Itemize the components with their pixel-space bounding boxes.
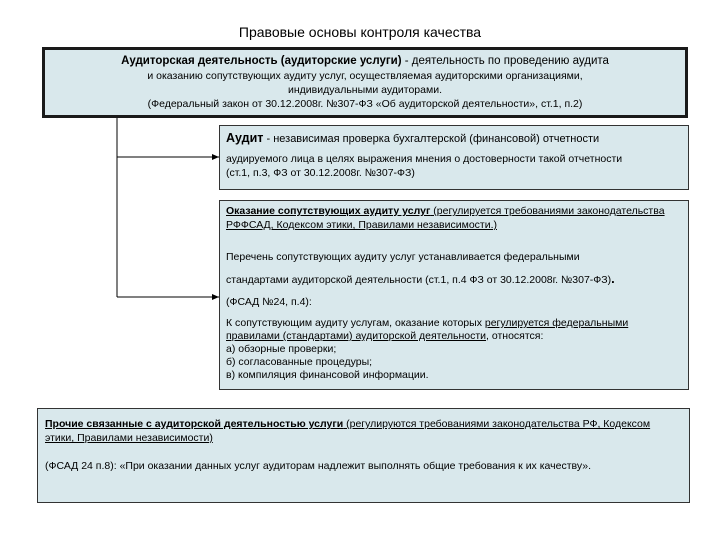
audit-activity-heading: Аудиторская деятельность (аудиторские услуги) — [121, 55, 402, 67]
other-services-heading: Прочие связанные с аудиторской деятельностью услуги — [45, 418, 344, 430]
services-list-line1: Перечень сопутствующих аудиту услуг устанавливается федеральными — [226, 251, 580, 263]
sub-rest: , относятся: — [486, 330, 544, 342]
list-item: а) обзорные проверки; — [226, 343, 337, 355]
list-item: в) компиляция финансовой информации. — [226, 369, 429, 381]
audit-activity-law-ref: (Федеральный закон от 30.12.2008г. №307-ФЗ «Об аудиторской деятельности», ст.1, п.2) — [147, 98, 583, 110]
related-services-heading: Оказание сопутствующих аудиту услуг — [226, 205, 431, 217]
services-list-line2: стандартами аудиторской деятельности (ст.1, п.4 ФЗ от 30.12.2008г. №307-ФЗ) — [226, 274, 612, 286]
audit-activity-line3: индивидуальными аудиторами. — [288, 84, 442, 96]
audit-activity-definition: - деятельность по проведению аудита — [401, 55, 609, 67]
audit-heading: Аудит — [226, 131, 264, 145]
other-services-box — [37, 408, 690, 503]
audit-activity-box — [42, 47, 688, 118]
arrow-to-related — [212, 294, 219, 300]
audit-activity-line2: и оказанию сопутствующих аудиту услуг, осуществляемая аудиторскими организациями, — [147, 70, 583, 82]
fsad-24-ref: (ФСАД №24, п.4): — [226, 296, 312, 308]
arrow-to-audit — [212, 154, 219, 160]
audit-law-ref: (ст.1, п.3, ФЗ от 30.12.2008г. №307-ФЗ) — [226, 167, 415, 179]
other-services-regulation: (регулируются требованиями законодательства РФ, Кодексом этики, Правилами независимости) — [45, 418, 651, 444]
audit-box — [219, 125, 689, 190]
sub-regulation: регулируется федеральными правилами (стандартами) аудиторской деятельности — [226, 317, 629, 342]
sub-intro: К сопутствующим аудиту услугам, оказание которых — [226, 317, 485, 329]
list-item: б) согласованные процедуры; — [226, 356, 373, 368]
page-title: Правовые основы контроля качества — [238, 24, 482, 40]
related-services-regulation: (регулируется требованиями законодательства РФФСАД, Кодексом этики, Правилами независимости.) — [226, 205, 665, 231]
audit-line2: аудируемого лица в целях выражения мнения о достоверности такой отчетности — [226, 153, 623, 165]
other-services-quote: (ФСАД 24 п.8): «При оказании данных услуг аудиторам надлежит выполнять общие требования к их качеству». — [45, 460, 591, 472]
related-services-box — [219, 200, 689, 390]
services-list-dot: . — [611, 271, 615, 286]
audit-definition: - независимая проверка бухгалтерской (финансовой) отчетности — [263, 133, 600, 145]
